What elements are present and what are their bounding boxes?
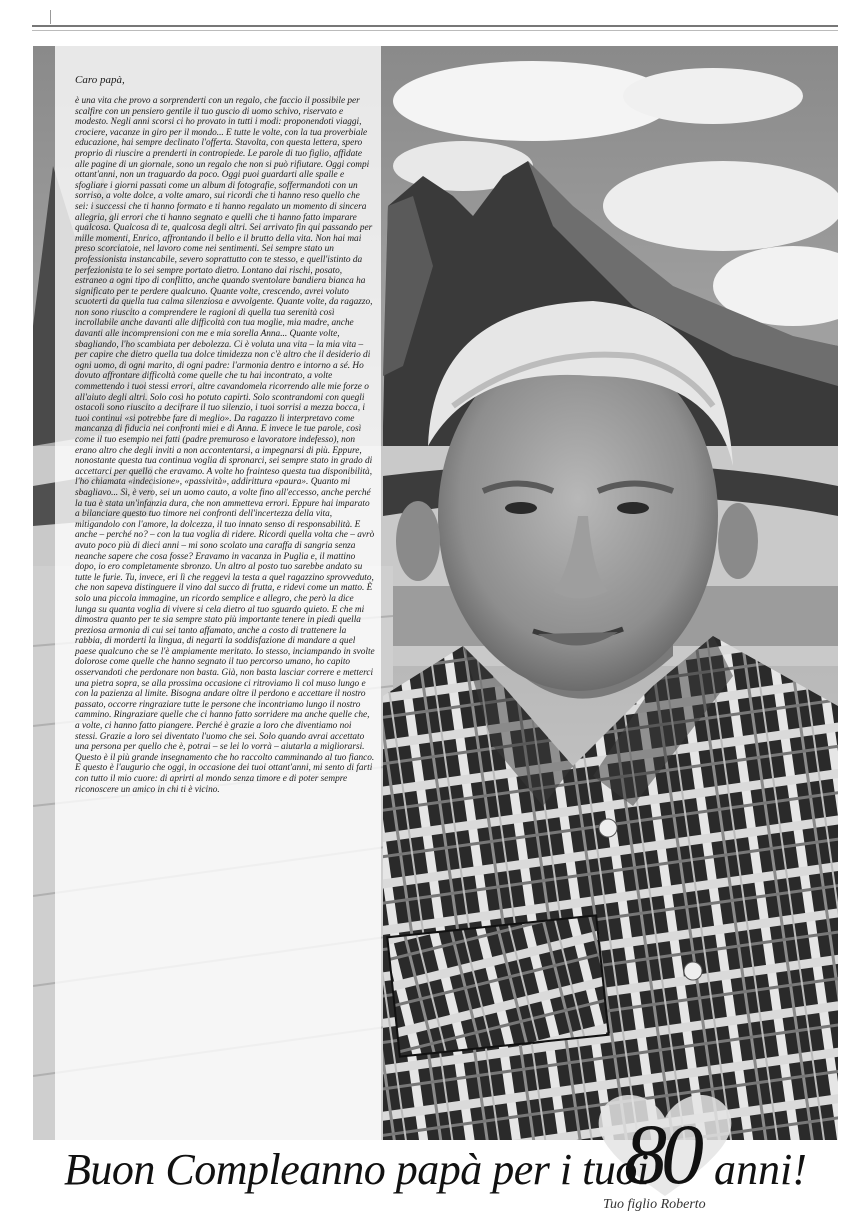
headline-age: 80 (624, 1106, 698, 1202)
top-rule (32, 25, 838, 27)
letter-body: è una vita che provo a sorprenderti con un regalo, che faccio il possibile per scalfire con un pensiero gentile il tuo guscio di uomo schivo, riservato e modesto. Negli anni scorsi ci ho provato in tutti i modi: proponendoti viaggi, crociere, vacanze in giro per il mondo... E tutte le volte, con la tua proverbiale educazione, hai sempre declinato l'offerta. Stavolta, con questa lettera, spero proprio di riuscire a prenderti in contropiede. Le parole di tuo figlio, affidate alle pagine di un giornale, sono un regalo che non si può rifiutare. Oggi compi ottant'anni, non un traguardo da poco. Oggi puoi guardarti alle spalle e sfogliare i giorni passati come un album di fotografie, soffermandoti con un sorriso, a volte dolce, a volte amaro, sui ricordi che ti hanno reso quello che sei: i successi che ti hanno formato e ti hanno regalato un momento di sincera allegria, gli errori che ti hanno segnato e quelli che ti hanno fatto imparare qualcosa. Qualcosa di te, qualcosa degli altri. Sei arrivato fin qui passando per mille momenti, Enrico, affrontando il bello e il brutto della vita. Non hai mai preso scorciatoie, nel lavoro come nei sentimenti. Sei sempre stato un professionista instancabile, severo soprattutto con te stesso, e quell'istinto da perfezionista te lo sei sempre portato dietro. Lontano dai rischi, posato, estraneo a ogni tipo di conflitto, anche quando sventolare bandiera bianca ha significato per te perdere qualcuno. Quante volte, crescendo, avrei voluto scuoterti da quella tua calma silenziosa e avvolgente. Quante volte, da ragazzo, non sono riuscito a comprendere le ragioni di quella tua serenità così incrollabile anche davanti alle difficoltà con tua moglie, mia madre, anche davanti alle incomprensioni con me e mia sorella Anna... Quante volte, sbagliando, l'ho scambiata per debolezza. Ci è voluta una vita – la mia vita – per capire che dietro quella tua dolce timidezza non c'è altro che il desiderio di ogni uomo, di ogni marito, di ogni padre: l'armonia dentro e intorno a sé. Ho dovuto affrontare difficoltà come quelle che tu hai incontrato, a volte commettendo i tuoi stessi errori, altre cavandomela ricorrendo alle mie forze o all'aiuto degli altri. Solo così ho potuto capirti. Solo scontrandomi con quegli ostacoli sono riuscito a decifrare il tuo silenzio, i tuoi sorrisi a mezza bocca, i tuoi continui «si potrebbe fare di meglio». Da ragazzo li interpretavo come mancanza di fiducia nei confronti miei e di Anna. E invece le tue parole, così come il tuo esempio nei fatti (padre premuroso e lavoratore indefesso), non erano altro che degli inviti a non accontentarsi, a impegnarsi di più. Eppure, nonostante questa tua continua voglia di spronarci, sei sempre stato in grado di accettarci per quello che eravamo. A volte ho frainteso questa tua disponibilità, l'ho chiamata «indecisione», «passività», addirittura «paura». Quanto mi sbagliavo... Sì, è vero, sei un uomo cauto, a volte fino all'eccesso, anche perché la tua è stata un'infanzia dura, che non ammetteva errori. Eppure hai imparato a bilanciare questo tuo timore nei confronti dell'incertezza della vita, mitigandolo con l'amore, la dolcezza, il tuo innato senso di responsabilità. E anche – perché no? – con la tua voglia di ridere. Ricordi quella volta che – avrò avuto poco più di dieci anni – mi sono scolato una caraffa di sangria senza neanche sapere che cosa fosse? Eravamo in vacanza in Puglia e, il mattino dopo, io ero completamente sbronzo. Un altro al posto tuo sarebbe andato su tutte le furie. Tu, invece, eri lì che reggevi la testa a quel ragazzino sprovveduto, che non sapeva distinguere il vino dal succo di frutta, e ridevi come un matto. È solo una piccola immagine, un ricordo semplice e allegro, che però la dice lunga su quanta voglia di vivere si cela dietro al tuo sguardo quieto. E che mi dimostra quanto per te sia sempre stato più importante tenere in piedi quella preziosa armonia di cui sei tanto affamato, anche a costo di trattenere la rabbia, di morderti la lingua, di negarti la soddisfazione di mandare a quel paese qualcuno che se l'è ampiamente meritato. Io stesso, inciampando in svolte dolorose come quelle che hanno segnato il tuo percorso umano, ho capito osservandoti che perdonare non basta. Già, non basta lasciar correre e metterci una pietra sopra, se alla prossima occasione ci ritroviamo lì col muso lungo e con la pazienza al limite. Bisogna andare oltre il perdono e accettare il nostro passato, occorre ringraziare tutte le persone che incontriamo lungo il nostro cammino. Ringraziare quelle che ci hanno fatto sorridere ma anche quelle che, a volte, ci hanno fatto piangere. Perché è grazie a loro che diventiamo noi stessi. Grazie a loro sei diventato l'uomo che sei. Solo quando avrai accettato una persona per quello che è, potrai – se lei lo vorrà – aiutarla a migliorarsi. Questo è il più grande insegnamento che ho raccolto camminando al tuo fianco. E questo è l'augurio che oggi, in occasione dei tuoi ottant'anni, mi sento di farti con tutto il mio cuore: di aprirti al mondo senza timore e di poter sempre riconoscere un amico in chi ti è vicino. (75, 96, 375, 795)
top-tick (50, 10, 51, 24)
top-rule-thin (32, 30, 838, 31)
letter (75, 73, 375, 795)
headline-suffix: anni! (714, 1145, 807, 1194)
signature: Tuo figlio Roberto (603, 1197, 706, 1212)
letter-greeting: Caro papà, (75, 74, 125, 86)
headline-text: Buon Compleanno papà per i tuoi (64, 1145, 649, 1194)
birthday-headline (64, 1106, 824, 1202)
